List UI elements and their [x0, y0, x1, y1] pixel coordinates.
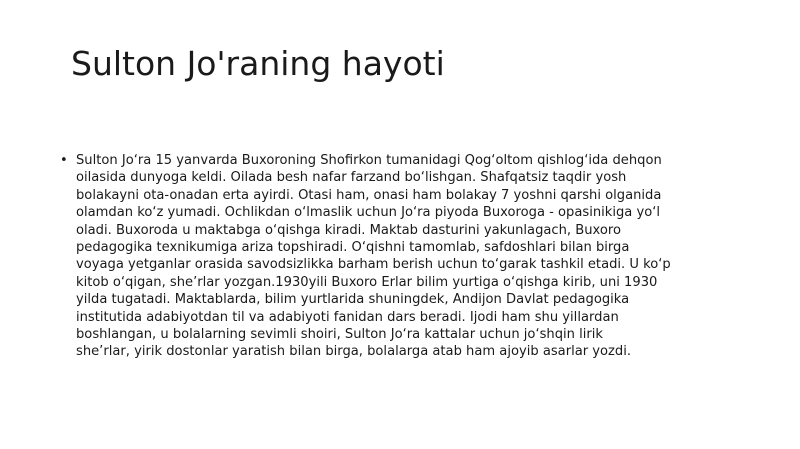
bullet-list [60, 152, 750, 361]
paragraph-line: she’rlar, yirik dostonlar yaratish bilan birga, bolalarga atab ham ajoyib asarlar yozdi. [76, 344, 632, 360]
paragraph-line: yilda tugatadi. Maktablarda, bilim yurtlarida shuningdek, Andijon Davlat pedagogika [76, 292, 630, 308]
paragraph-line: voyaga yetganlar orasida savodsizlikka barham berish uchun to‘garak tashkil etadi. U ko‘p [76, 257, 671, 273]
paragraph-line: bolakayni ota-onadan erta ayirdi. Otasi ham, onasi ham bolakay 7 yoshni qarshi olganida [76, 187, 662, 203]
bullet-item [60, 152, 750, 361]
slide-title: Sulton Jo'raning hayoti [71, 44, 445, 83]
paragraph-line: olamdan ko‘z yumadi. Ochlikdan o‘lmaslik uchun Jo‘ra piyoda Buxoroga - opasinikiga yo‘l [76, 205, 661, 221]
bullet-icon: • [60, 153, 68, 168]
paragraph-line: oilasida dunyoga keldi. Oilada besh nafar farzand bo‘lishgan. Shafqatsiz taqdir yosh [76, 170, 627, 186]
paragraph-line: boshlangan, u bolalarning sevimli shoiri, Sulton Jo‘ra kattalar uchun jo‘shqin lirik [76, 327, 604, 343]
paragraph-line: Sulton Jo‘ra 15 yanvarda Buxoroning Shofirkon tumanidagi Qog‘oltom qishlog‘ida dehqon [76, 153, 662, 168]
paragraph-line: institutida adabiyotdan til va adabiyoti fanidan dars beradi. Ijodi ham shu yillardan [76, 309, 619, 325]
paragraph-line: pedagogika texnikumiga ariza topshiradi. O‘qishni tamomlab, safdoshlari bilan birga [76, 240, 630, 256]
paragraph-line: oladi. Buxoroda u maktabga o‘qishga kiradi. Maktab dasturini yakunlagach, Buxoro [76, 222, 621, 238]
paragraph-line: kitob o‘qigan, she’rlar yozgan.1930yili Buxoro Erlar bilim yurtiga o‘qishga kirib, uni 1930 [76, 274, 658, 290]
